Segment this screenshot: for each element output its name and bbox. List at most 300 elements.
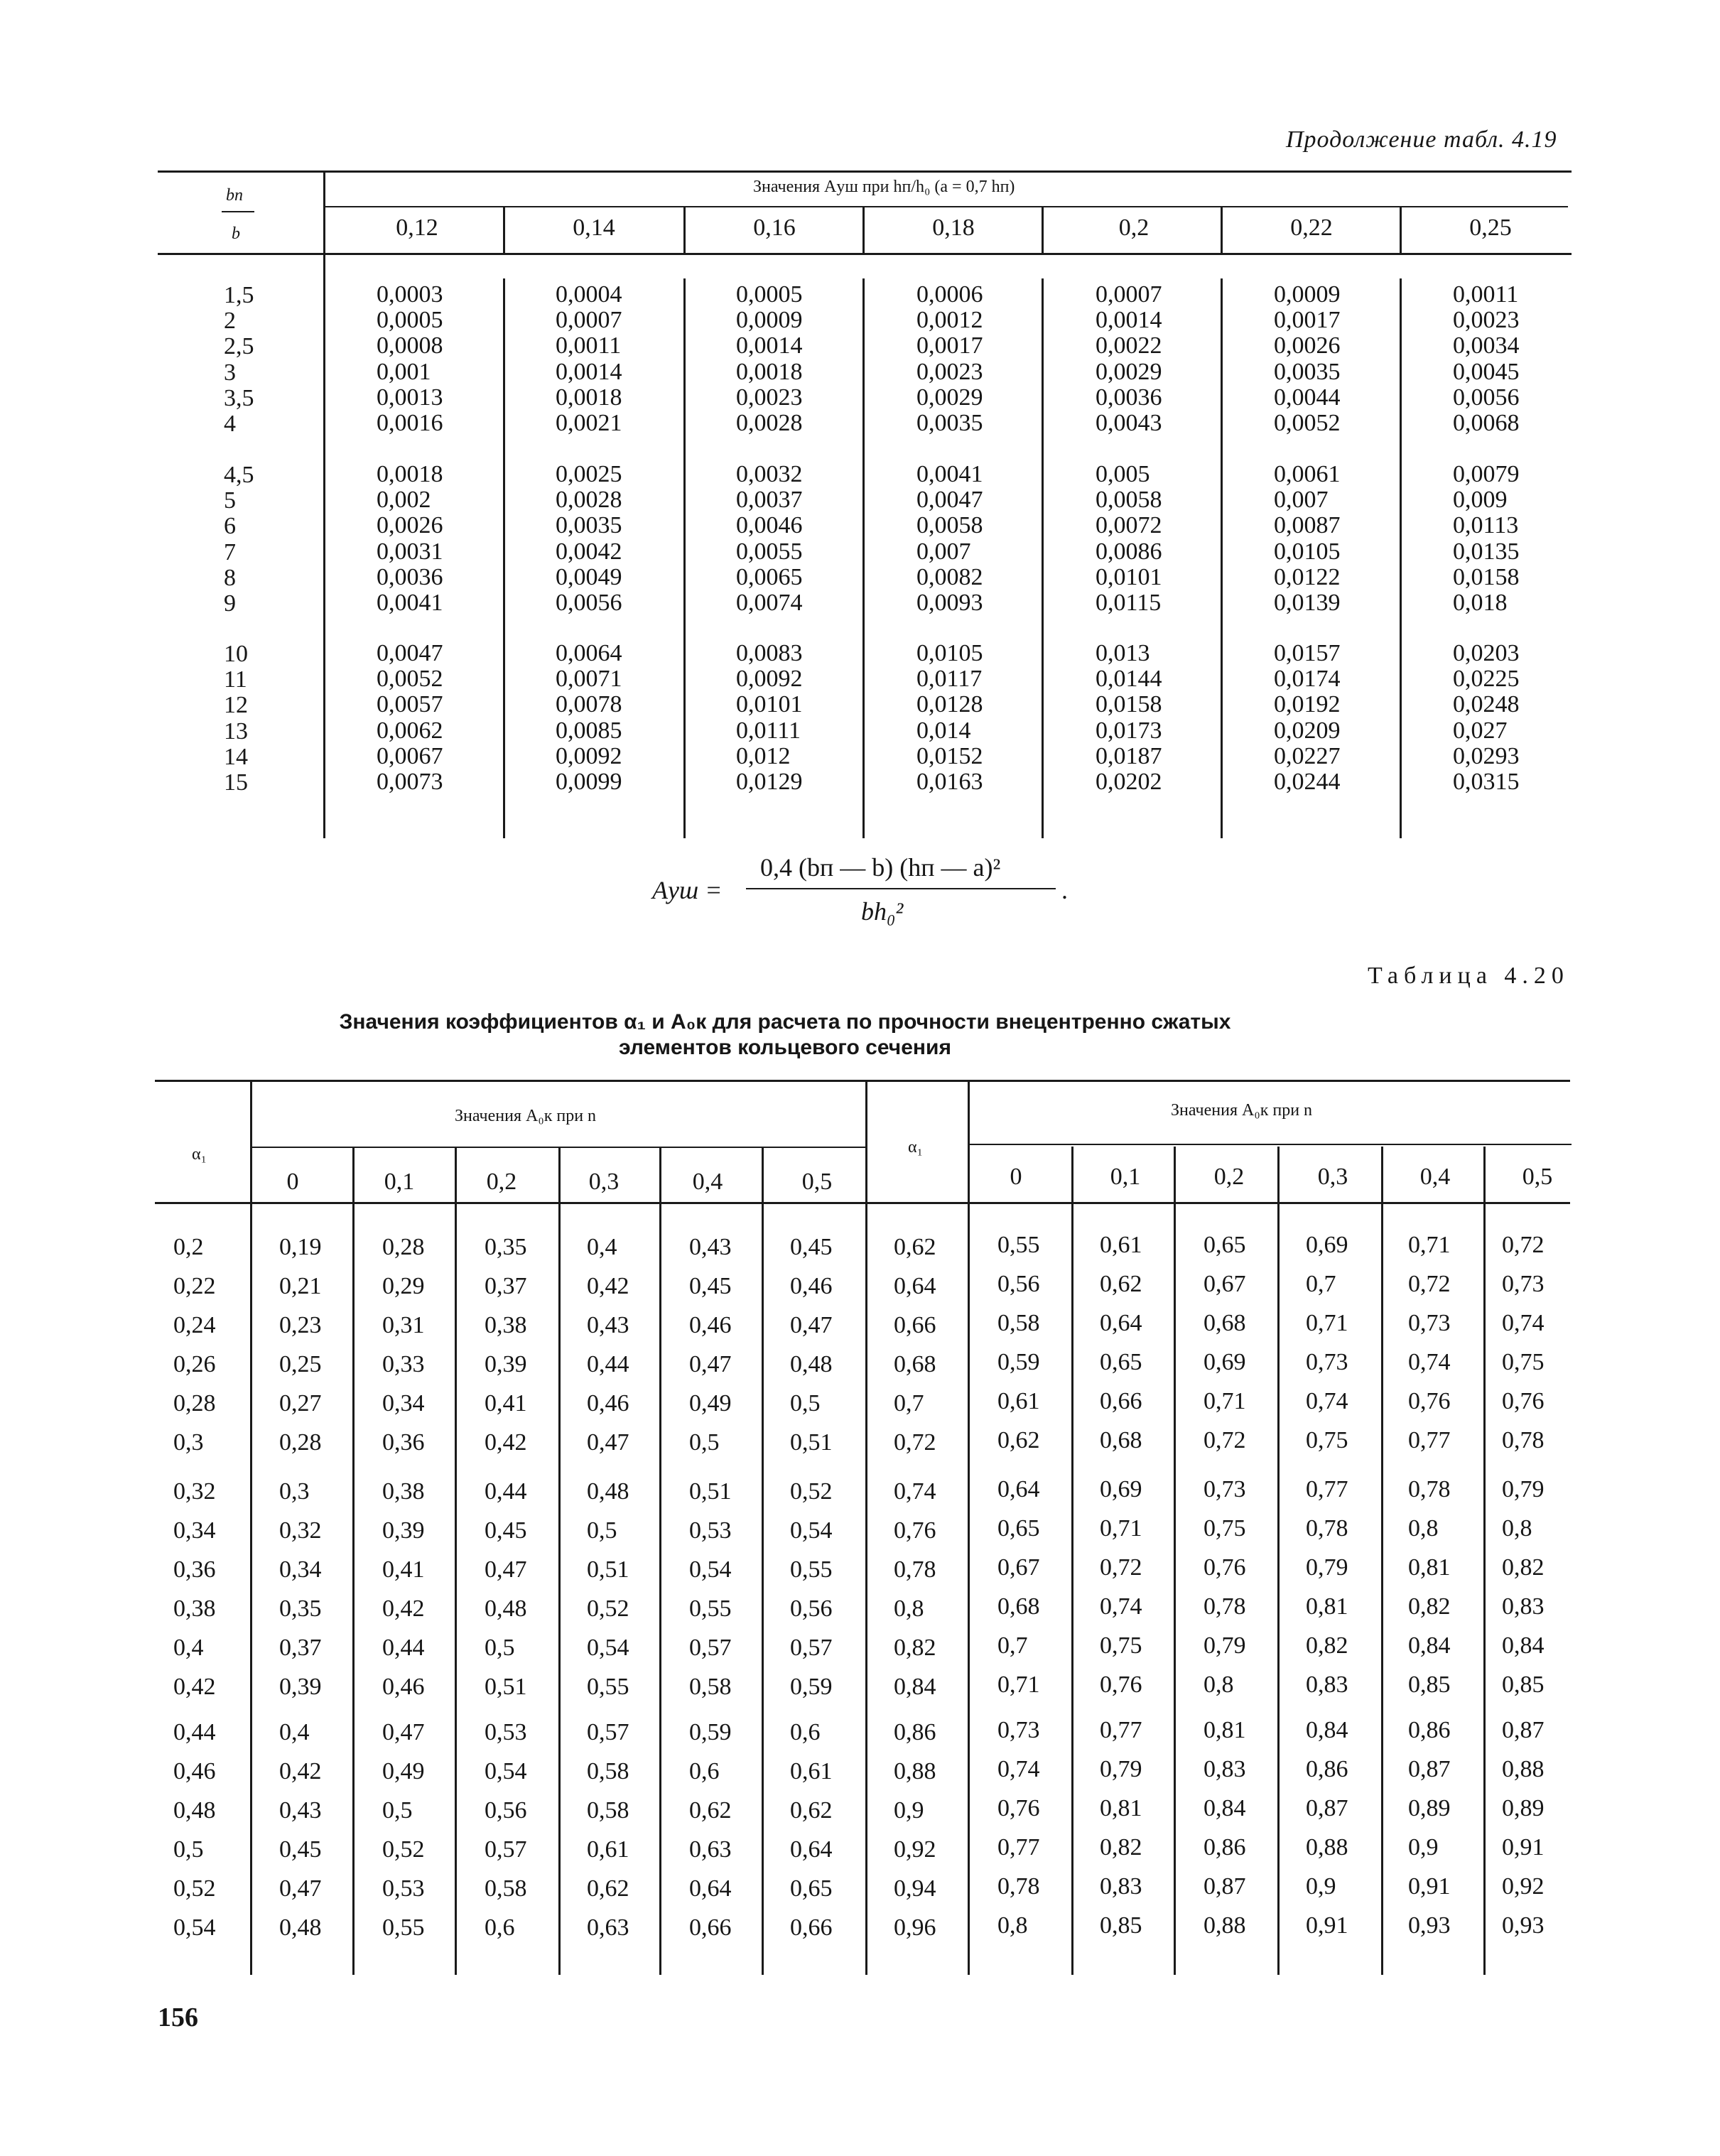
table2-alpha-value: 0,3: [173, 1429, 204, 1456]
table1-cell: 0,0065: [736, 563, 803, 590]
table2-cell: 0,44: [382, 1635, 425, 1661]
table2-cell: 0,35: [279, 1596, 322, 1622]
table2-cell: 0,6: [485, 1914, 515, 1941]
table2-cell: 0,57: [689, 1635, 732, 1661]
table2-column-divider: [1174, 1147, 1176, 1975]
table1-cell: 0,0035: [556, 512, 622, 539]
table1-cell: 0,0014: [736, 332, 803, 359]
table1-cell: 0,0244: [1274, 769, 1341, 795]
table1-row-label: 12: [224, 692, 248, 719]
table2-cell: 0,47: [587, 1429, 629, 1456]
table1-cell: 0,0055: [736, 538, 803, 565]
table1-cell: 0,0031: [377, 538, 443, 565]
table1-cell: 0,0023: [736, 384, 803, 411]
table2-cell: 0,41: [382, 1556, 425, 1583]
table1-cell: 0,0192: [1274, 691, 1341, 718]
table2-cell: 0,75: [1306, 1427, 1348, 1453]
table2-cell: 0,87: [1204, 1873, 1246, 1900]
table1-cell: 0,0078: [556, 691, 622, 718]
table2-cell: 0,62: [587, 1875, 629, 1902]
table2-cell: 0,52: [790, 1478, 833, 1505]
table2-cell: 0,78: [1204, 1593, 1246, 1620]
table1-cell: 0,0092: [736, 666, 803, 693]
table2-cell: 0,36: [382, 1429, 425, 1456]
table1-cell: 0,0007: [556, 307, 622, 334]
table2-cell: 0,47: [485, 1556, 527, 1583]
table1-header-bottom-rule: [158, 253, 1572, 255]
table2-cell: 0,75: [1204, 1515, 1246, 1542]
table2-cell: 0,46: [790, 1273, 833, 1299]
table2-cell: 0,62: [997, 1427, 1040, 1453]
table1-cell: 0,0293: [1453, 742, 1520, 769]
table2-col-header: 0,2: [1213, 1164, 1245, 1190]
table1-cell: 0,0034: [1453, 332, 1520, 359]
table2-cell: 0,42: [382, 1596, 425, 1622]
table2-cell: 0,79: [1306, 1554, 1348, 1581]
table1-cell: 0,007: [1274, 487, 1329, 514]
table2-column-divider: [1071, 1147, 1073, 1975]
table2-cell: 0,56: [997, 1271, 1040, 1297]
table1-cell: 0,0018: [556, 384, 622, 411]
table1-group-header: Значения Aуш при hп/h₀ (a = 0,7 hп): [753, 178, 1015, 196]
table2-cell: 0,82: [1408, 1593, 1451, 1620]
table2-alpha-value: 0,68: [894, 1351, 936, 1377]
table1-cell: 0,0036: [377, 563, 443, 590]
table2-cell: 0,92: [1502, 1873, 1545, 1900]
table1-cell: 0,0093: [916, 590, 983, 616]
table2-alpha-value: 0,22: [173, 1273, 216, 1299]
table2-alpha-value: 0,52: [173, 1875, 216, 1902]
table1-cell: 0,0023: [916, 358, 983, 385]
table1-rowhead-top: bп: [226, 186, 243, 205]
table2-cell: 0,64: [689, 1875, 732, 1902]
table2-cell: 0,51: [485, 1674, 527, 1700]
table1-cell: 0,0062: [377, 717, 443, 744]
table2-col-header: 0,2: [486, 1169, 517, 1195]
table1-col-header: 0,14: [573, 215, 615, 241]
table2-cell: 0,83: [1502, 1593, 1545, 1620]
table2-cell: 0,77: [997, 1834, 1040, 1860]
table2-cell: 0,47: [790, 1312, 833, 1338]
table2-cell: 0,7: [1306, 1271, 1336, 1297]
table1-cell: 0,0047: [916, 487, 983, 514]
table2-col-header: 0,1: [1110, 1164, 1141, 1190]
table1-cell: 0,0042: [556, 538, 622, 565]
table1-cell: 0,0092: [556, 742, 622, 769]
table2-cell: 0,93: [1408, 1912, 1451, 1939]
table2-cell: 0,72: [1408, 1271, 1451, 1297]
table1-cell: 0,0061: [1274, 461, 1341, 487]
table2-title-line1: Значения коэффициентов α₁ и A₀к для расчета по прочности внецентренно сжатых: [339, 1010, 1231, 1034]
table2-column-divider: [352, 1147, 355, 1975]
table2-cell: 0,58: [485, 1875, 527, 1902]
table2-cell: 0,39: [485, 1351, 527, 1377]
table1-row-label: 1,5: [224, 282, 254, 308]
table1-col-header: 0,18: [932, 215, 975, 241]
table2-cell: 0,87: [1502, 1717, 1545, 1743]
table2-col-header: 0: [286, 1169, 299, 1195]
table2-cell: 0,62: [1100, 1271, 1142, 1297]
formula-numerator: 0,4 (bп — b) (hп — a)²: [760, 853, 1001, 882]
table2-cell: 0,34: [279, 1556, 322, 1583]
table2-col-header: 0,3: [588, 1169, 620, 1195]
table2-cell: 0,55: [689, 1596, 732, 1622]
table1-cell: 0,0105: [916, 640, 983, 666]
table2-cell: 0,8: [1204, 1672, 1234, 1698]
table2-cell: 0,81: [1100, 1795, 1142, 1821]
table2-cell: 0,85: [1408, 1672, 1451, 1698]
table2-cell: 0,45: [689, 1273, 732, 1299]
table1-cell: 0,0012: [916, 307, 983, 334]
table2-cell: 0,48: [279, 1914, 322, 1941]
table1-cell: 0,009: [1453, 487, 1508, 514]
table2-cell: 0,35: [485, 1234, 527, 1260]
table2-cell: 0,55: [382, 1914, 425, 1941]
formula-fraction-bar: [746, 888, 1056, 889]
table2-cell: 0,79: [1100, 1756, 1142, 1782]
table2-cell: 0,67: [997, 1554, 1040, 1581]
table2-alpha-value: 0,4: [173, 1635, 204, 1661]
table1-cell: 0,0122: [1274, 563, 1341, 590]
table2-cell: 0,52: [382, 1836, 425, 1863]
table2-cell: 0,59: [997, 1349, 1040, 1375]
table2-cell: 0,59: [689, 1719, 732, 1745]
table2-cell: 0,74: [1502, 1310, 1545, 1336]
table2-cell: 0,91: [1502, 1834, 1545, 1860]
table2-cell: 0,89: [1502, 1795, 1545, 1821]
table2-cell: 0,71: [1204, 1388, 1246, 1414]
table2-alpha-value: 0,84: [894, 1674, 936, 1700]
table1-row-label: 5: [224, 487, 236, 514]
table2-cell: 0,72: [1502, 1232, 1545, 1258]
table2-group-header-left: Значения A₀к при n: [455, 1107, 597, 1125]
table2-alpha-value: 0,96: [894, 1914, 936, 1941]
table2-cell: 0,83: [1204, 1756, 1246, 1782]
table1-cell: 0,0113: [1453, 512, 1519, 539]
table2-cell: 0,84: [1502, 1632, 1545, 1659]
table2-alpha-value: 0,9: [894, 1797, 924, 1824]
table2-cell: 0,43: [279, 1797, 322, 1824]
table1-cell: 0,0035: [1274, 358, 1341, 385]
table2-cell: 0,46: [382, 1674, 425, 1700]
table2-cell: 0,61: [997, 1388, 1040, 1414]
table1-cell: 0,0203: [1453, 640, 1520, 666]
table2-cell: 0,73: [1502, 1271, 1545, 1297]
table1-column-divider: [862, 206, 865, 254]
table1-row-label: 3: [224, 359, 236, 386]
table2-cell: 0,54: [587, 1635, 629, 1661]
table2-cell: 0,81: [1204, 1717, 1246, 1743]
table2-cell: 0,23: [279, 1312, 322, 1338]
table2-cell: 0,65: [1100, 1349, 1142, 1375]
table2-alpha-value: 0,2: [173, 1234, 204, 1260]
table1-cell: 0,0135: [1453, 538, 1520, 565]
table2-alpha-value: 0,7: [894, 1390, 924, 1416]
table1-cell: 0,0056: [556, 590, 622, 616]
table1-top-rule: [158, 170, 1572, 173]
table2-alpha-value: 0,72: [894, 1429, 936, 1456]
table1-cell: 0,0158: [1453, 563, 1520, 590]
table2-cell: 0,5: [382, 1797, 413, 1824]
table1-cell: 0,0005: [736, 281, 803, 308]
table2-cell: 0,54: [790, 1517, 833, 1544]
table2-cell: 0,56: [485, 1797, 527, 1824]
table1-cell: 0,0009: [1274, 281, 1341, 308]
table2-column-divider: [558, 1147, 561, 1975]
table2-cell: 0,51: [689, 1478, 732, 1505]
table2-cell: 0,64: [1100, 1310, 1142, 1336]
table2-cell: 0,79: [1204, 1632, 1246, 1659]
table2-cell: 0,58: [997, 1310, 1040, 1336]
table2-cell: 0,62: [790, 1797, 833, 1824]
table2-cell: 0,68: [1204, 1310, 1246, 1336]
table2-cell: 0,53: [382, 1875, 425, 1902]
table2-cell: 0,7: [997, 1632, 1028, 1659]
table2-cell: 0,65: [1204, 1232, 1246, 1258]
table2-cell: 0,19: [279, 1234, 322, 1260]
table2-cell: 0,86: [1204, 1834, 1246, 1860]
table2-cell: 0,5: [587, 1517, 617, 1544]
table2-cell: 0,74: [1408, 1349, 1451, 1375]
table2-cell: 0,52: [587, 1596, 629, 1622]
table2-column-divider: [1483, 1147, 1486, 1975]
table2-cell: 0,82: [1502, 1554, 1545, 1581]
table2-header-bottom-rule: [155, 1202, 1570, 1204]
table2-cell: 0,57: [790, 1635, 833, 1661]
table2-cell: 0,62: [689, 1797, 732, 1824]
table1-row-label: 14: [224, 743, 248, 770]
table2-alpha-value: 0,26: [173, 1351, 216, 1377]
table1-cell: 0,0016: [377, 410, 443, 436]
table1-row-label: 3,5: [224, 384, 254, 411]
table1-cell: 0,0079: [1453, 461, 1520, 487]
table1-cell: 0,0173: [1096, 717, 1162, 744]
table1-cell: 0,0057: [377, 691, 443, 718]
table2-alpha-value: 0,62: [894, 1234, 936, 1260]
table1-row-label: 15: [224, 769, 248, 796]
table2-cell: 0,27: [279, 1390, 322, 1416]
table2-alpha-value: 0,74: [894, 1478, 936, 1505]
table2-cell: 0,71: [997, 1672, 1040, 1698]
table1-cell: 0,0028: [556, 487, 622, 514]
table2-col-header: 0,4: [1419, 1164, 1451, 1190]
table2-alpha-value: 0,38: [173, 1596, 216, 1622]
table2-alpha-header-right: α₁: [908, 1138, 923, 1156]
table2-cell: 0,47: [279, 1875, 322, 1902]
table2-alpha-value: 0,46: [173, 1758, 216, 1784]
table1-column-divider: [1042, 206, 1044, 254]
table2-cell: 0,4: [587, 1234, 617, 1260]
table2-cell: 0,73: [997, 1717, 1040, 1743]
table1-cell: 0,0018: [736, 358, 803, 385]
table1-cell: 0,0013: [377, 384, 443, 411]
table2-cell: 0,63: [587, 1914, 629, 1941]
table2-cell: 0,5: [485, 1635, 515, 1661]
table2-cell: 0,83: [1306, 1672, 1348, 1698]
table1-cell: 0,0158: [1096, 691, 1162, 718]
table1-cell: 0,0152: [916, 742, 983, 769]
table1-cell: 0,0101: [1096, 563, 1162, 590]
table1-column-divider: [683, 206, 686, 254]
table2-cell: 0,39: [279, 1674, 322, 1700]
table1-cell: 0,0058: [1096, 487, 1162, 514]
table2-cell: 0,78: [1408, 1476, 1451, 1502]
table1-row-label: 11: [224, 666, 247, 693]
table1-cell: 0,0072: [1096, 512, 1162, 539]
table1-cell: 0,002: [377, 487, 431, 514]
table1-cell: 0,007: [916, 538, 971, 565]
table1-row-label: 8: [224, 564, 236, 591]
table1-cell: 0,0005: [377, 307, 443, 334]
table2-cell: 0,5: [790, 1390, 821, 1416]
table1-cell: 0,0105: [1274, 538, 1341, 565]
table2-cell: 0,25: [279, 1351, 322, 1377]
table1-cell: 0,0041: [916, 461, 983, 487]
table1-cell: 0,0011: [556, 332, 622, 359]
table1-cell: 0,0025: [556, 461, 622, 487]
table2-cell: 0,4: [279, 1719, 310, 1745]
table1-cell: 0,0064: [556, 640, 622, 666]
table2-alpha-value: 0,5: [173, 1836, 204, 1863]
table1-cell: 0,0056: [1453, 384, 1520, 411]
table1-cell: 0,014: [916, 717, 971, 744]
table2-cell: 0,61: [587, 1836, 629, 1863]
table1-cell: 0,0008: [377, 332, 443, 359]
table1-cell: 0,0115: [1096, 590, 1162, 616]
table2-col-header: 0,3: [1317, 1164, 1348, 1190]
table2-cell: 0,21: [279, 1273, 322, 1299]
table2-cell: 0,47: [689, 1351, 732, 1377]
table1-cell: 0,0129: [736, 769, 803, 795]
continuation-label: Продолжение табл. 4.19: [1286, 126, 1557, 153]
table2-col-header: 0,5: [801, 1169, 833, 1195]
table1-cell: 0,0227: [1274, 742, 1341, 769]
table2-cell: 0,58: [587, 1797, 629, 1824]
table1-rowhead-bottom: b: [232, 224, 240, 243]
table1-cell: 0,0032: [736, 461, 803, 487]
table1-cell: 0,005: [1096, 461, 1150, 487]
table1-cell: 0,0011: [1453, 281, 1519, 308]
table2-cell: 0,61: [790, 1758, 833, 1784]
table2-cell: 0,73: [1306, 1349, 1348, 1375]
table1-cell: 0,0087: [1274, 512, 1341, 539]
table1-cell: 0,0101: [736, 691, 803, 718]
table2-cell: 0,66: [689, 1914, 732, 1941]
table2-cell: 0,66: [1100, 1388, 1142, 1414]
table2-group-header-right: Значения A₀к при n: [1171, 1101, 1313, 1120]
table2-cell: 0,31: [382, 1312, 425, 1338]
table2-cell: 0,91: [1408, 1873, 1451, 1900]
table2-cell: 0,76: [1502, 1388, 1545, 1414]
table2-cell: 0,79: [1502, 1476, 1545, 1502]
table2-cell: 0,53: [689, 1517, 732, 1544]
table2-alpha-value: 0,28: [173, 1390, 216, 1416]
formula-end: .: [1061, 876, 1068, 904]
table2-cell: 0,74: [1100, 1593, 1142, 1620]
table2-cell: 0,85: [1100, 1912, 1142, 1939]
table1-cell: 0,0018: [377, 461, 443, 487]
table1-row-label: 13: [224, 717, 248, 744]
table2-alpha-value: 0,78: [894, 1556, 936, 1583]
table2-cell: 0,83: [1100, 1873, 1142, 1900]
table2-alpha-value: 0,64: [894, 1273, 936, 1299]
table2-alpha-value: 0,8: [894, 1596, 924, 1622]
table2-cell: 0,65: [790, 1875, 833, 1902]
table1-cell: 0,0117: [916, 666, 983, 693]
table1-cell: 0,0029: [916, 384, 983, 411]
table2-cell: 0,68: [1100, 1427, 1142, 1453]
table1-cell: 0,012: [736, 742, 791, 769]
table2-col-header: 0,1: [384, 1169, 415, 1195]
table2-cell: 0,58: [689, 1674, 732, 1700]
table2-cell: 0,84: [1408, 1632, 1451, 1659]
table2-cell: 0,74: [997, 1756, 1040, 1782]
table2-alpha-value: 0,36: [173, 1556, 216, 1583]
table2-cell: 0,75: [1502, 1349, 1545, 1375]
table1-cell: 0,0187: [1096, 742, 1162, 769]
table1-cell: 0,001: [377, 358, 431, 385]
table2-cell: 0,69: [1306, 1232, 1348, 1258]
table2-cell: 0,93: [1502, 1912, 1545, 1939]
table2-cell: 0,61: [1100, 1232, 1142, 1258]
table2-cell: 0,5: [689, 1429, 720, 1456]
table2-column-divider: [659, 1147, 661, 1975]
table2-title-line2: элементов кольцевого сечения: [619, 1036, 951, 1059]
table2-cell: 0,53: [485, 1719, 527, 1745]
table2-cell: 0,6: [689, 1758, 720, 1784]
table1-cell: 0,0071: [556, 666, 622, 693]
table1-cell: 0,013: [1096, 640, 1150, 666]
table2-alpha-header-left: α₁: [192, 1145, 207, 1164]
table2-cell: 0,57: [485, 1836, 527, 1863]
table2-cell: 0,77: [1408, 1427, 1451, 1453]
table2-alpha-value: 0,88: [894, 1758, 936, 1784]
table1-cell: 0,0017: [916, 332, 983, 359]
table1-cell: 0,0036: [1096, 384, 1162, 411]
table1-cell: 0,0026: [377, 512, 443, 539]
table2-cell: 0,85: [1502, 1672, 1545, 1698]
table2-subheader-rule-left: [250, 1147, 865, 1148]
table1-cell: 0,0163: [916, 769, 983, 795]
table2-cell: 0,43: [587, 1312, 629, 1338]
table2-cell: 0,63: [689, 1836, 732, 1863]
table2-cell: 0,89: [1408, 1795, 1451, 1821]
table2-alpha-value: 0,42: [173, 1674, 216, 1700]
table1-cell: 0,0052: [377, 666, 443, 693]
table1-cell: 0,0074: [736, 590, 803, 616]
table2-cell: 0,76: [1100, 1672, 1142, 1698]
table2-cell: 0,37: [279, 1635, 322, 1661]
table2-cell: 0,38: [485, 1312, 527, 1338]
table2-cell: 0,76: [1204, 1554, 1246, 1581]
table2-alpha-value: 0,34: [173, 1517, 216, 1544]
table1-cell: 0,0067: [377, 742, 443, 769]
table2-cell: 0,44: [587, 1351, 629, 1377]
table1-cell: 0,0315: [1453, 769, 1520, 795]
table2-cell: 0,73: [1408, 1310, 1451, 1336]
table1-cell: 0,0174: [1274, 666, 1341, 693]
table2-cell: 0,32: [279, 1517, 322, 1544]
table2-cell: 0,8: [1502, 1515, 1532, 1542]
table2-cell: 0,77: [1100, 1717, 1142, 1743]
table2-cell: 0,71: [1306, 1310, 1348, 1336]
table1-cell: 0,0058: [916, 512, 983, 539]
table2-cell: 0,67: [1204, 1271, 1246, 1297]
table1-cell: 0,0041: [377, 590, 443, 616]
table1-col-header: 0,2: [1118, 215, 1150, 241]
table2-label: Таблица 4.20: [1368, 963, 1569, 989]
table2-cell: 0,42: [485, 1429, 527, 1456]
